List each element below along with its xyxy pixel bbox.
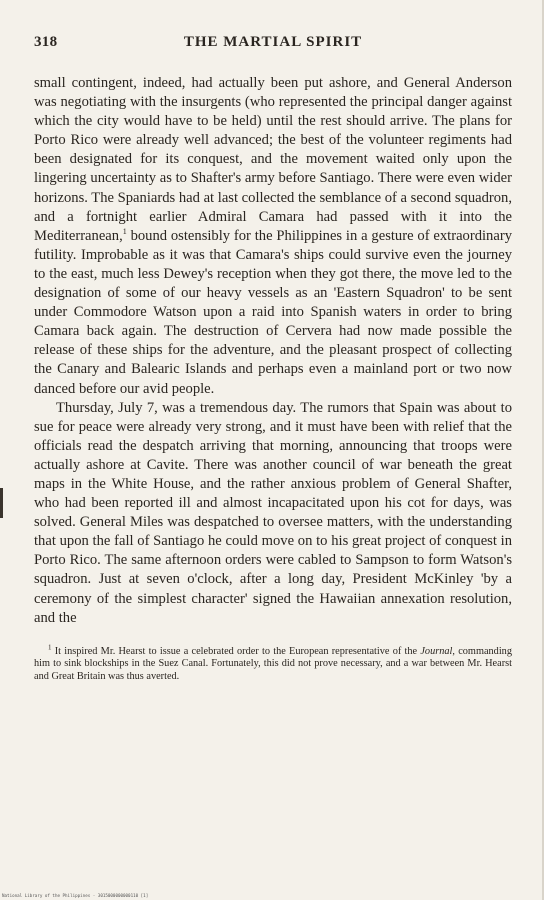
- footnote-text-continued: , commanding him to sink blockships in the Suez Canal. Fortunately, this did not prove necessary, and a war between Mr. Hearst and Great Britain was thus averted.: [34, 645, 512, 682]
- footnote-journal-title: Journal: [420, 645, 453, 657]
- page-header: [34, 34, 512, 58]
- book-page: [34, 34, 512, 683]
- paragraph-text-continued: bound ostensibly for the Philippines in a gesture of extraordinary futility. Improbable as it was that Camara's ships could survive even the journey to the east, much less Dewey's reception when they got there, the move led to the designation of some of our heavy vessels as an 'Eastern Squadron' to be sent under Commodore Watson upon a raid into Spanish waters in order to bring Camara back again. The destruction of Cervera had now made possible the release of these ships for the adventure, and the pleasant prospect of collecting the Canary and Balearic Islands and perhaps even a mainland port or two now danced before our avid people.: [34, 227, 512, 397]
- paragraph-text: small contingent, indeed, had actually been put ashore, and General Anderson was negotiating with the insurgents (who represented the principal danger against which the city would have to be held) until the rest should arrive. The plans for Porto Rico were already well advanced; the best of the volunteer regiments had been designated for its conquest, and the movement waited only upon the lingering uncertainty as to Shafter's army before Santiago. There were even wider horizons. The Spaniards had at last collected the semblance of a second squadron, and a fortnight earlier Admiral Camara had passed with it into the Mediterranean,: [34, 75, 512, 244]
- margin-mark: [0, 488, 3, 518]
- footnote-reference: 1: [122, 226, 127, 236]
- footnote-text: It inspired Mr. Hearst to issue a celebrated order to the European representative of the: [51, 645, 421, 657]
- page-number: 318: [34, 34, 58, 50]
- running-head: THE MARTIAL SPIRIT: [183, 34, 363, 50]
- paragraph: Thursday, July 7, was a tremendous day. The rumors that Spain was about to sue for peace were already very strong, and it must have been with relief that the officials read the despatch arriving that morning, announcing that troops were actually ashore at Cavite. There was another council of war beneath the great maps in the White House, and the rather anxious problem of General Shafter, who had been reported ill and almost incapacitated upon his cot for days, was solved. General Miles was despatched to oversee matters, with the understanding that upon the fall of Santiago he could move on to his great project of conquest in Porto Rico. The same afternoon orders were cabled to Sampson to form Watson's squadron. Just at seven o'clock, after a long day, President McKinley 'by a ceremony of the simplest character' signed the Hawaiian annexation resolution, and the: [34, 399, 512, 626]
- body-text: [34, 74, 512, 628]
- paragraph: [34, 74, 512, 399]
- footnote-marker: 1: [48, 643, 52, 652]
- footnote: [34, 643, 512, 683]
- scan-footer: National Library of the Philippines · 3015000000000110 [1]: [2, 893, 149, 898]
